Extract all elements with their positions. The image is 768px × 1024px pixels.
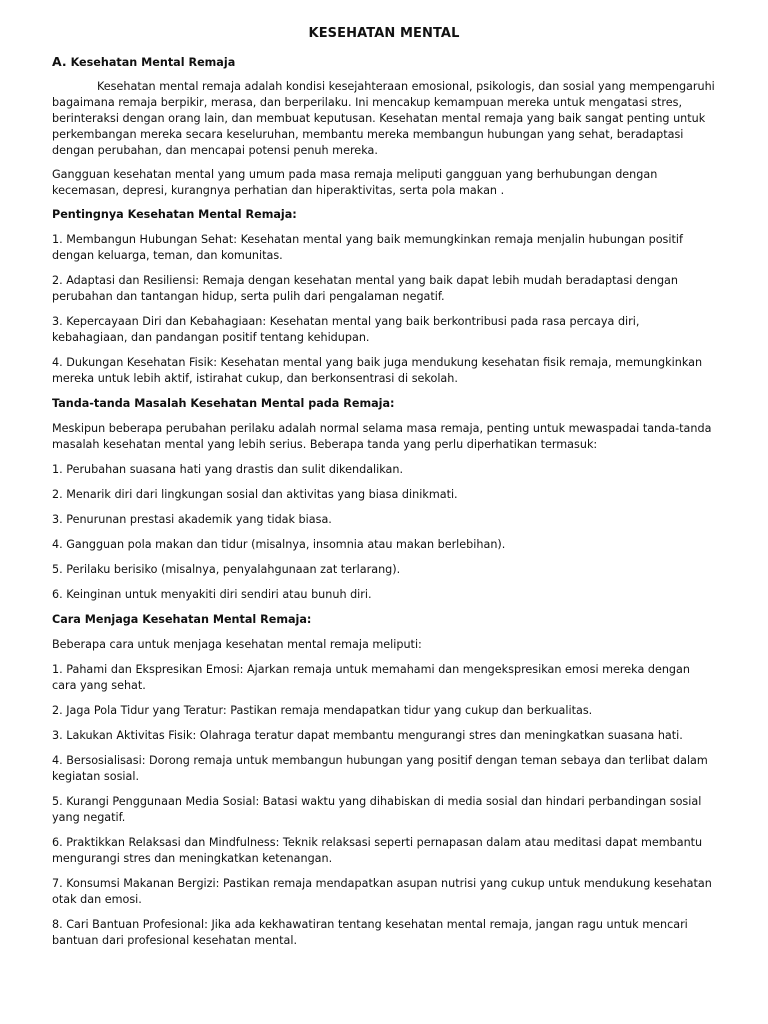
signs-item: 1. Perubahan suasana hati yang drastis dan sulit dikendalikan. — [52, 463, 404, 476]
signs-heading: Tanda-tanda Masalah Kesehatan Mental pada Remaja: — [52, 397, 395, 410]
care-item: 8. Cari Bantuan Profesional: Jika ada kekhawatiran tentang kesehatan mental remaja, jangan ragu untuk mencari bantuan dari profesional kesehatan mental. — [52, 918, 688, 947]
signs-item: 5. Perilaku berisiko (misalnya, penyalahgunaan zat terlarang). — [52, 563, 401, 576]
care-item: 3. Lakukan Aktivitas Fisik: Olahraga teratur dapat membantu mengurangi stres dan meningkatkan suasana hati. — [52, 729, 683, 742]
care-item: 4. Bersosialisasi: Dorong remaja untuk membangun hubungan yang positif dengan teman sebaya dan terlibat dalam kegiatan sosial. — [52, 754, 708, 783]
importance-heading: Pentingnya Kesehatan Mental Remaja: — [52, 208, 297, 221]
intro-paragraph: Kesehatan mental remaja adalah kondisi kesejahteraan emosional, psikologis, dan sosial yang mempengaruhi bagaimana remaja berpikir, merasa, dan berperilaku. Ini mencakup kemampuan mereka untuk mengatasi stres, berinteraksi dengan orang lain, dan membuat keputusan. Kesehatan mental remaja yang baik sangat penting untuk perkembangan mereka secara keseluruhan, membantu mereka membangun hubungan yang sehat, beradaptasi dengan perubahan, dan mencapai potensi penuh mereka. — [52, 80, 715, 157]
signs-intro: Meskipun beberapa perubahan perilaku adalah normal selama masa remaja, penting untuk mewaspadai tanda-tanda masalah kesehatan mental yang lebih serius. Beberapa tanda yang perlu diperhatikan termasuk: — [52, 422, 712, 451]
care-item: 1. Pahami dan Ekspresikan Emosi: Ajarkan remaja untuk memahami dan mengekspresikan emosi mereka dengan cara yang sehat. — [52, 663, 690, 692]
importance-item: 4. Dukungan Kesehatan Fisik: Kesehatan mental yang baik juga mendukung kesehatan fisik remaja, memungkinkan mereka untuk lebih aktif, istirahat cukup, dan berkonsentrasi di sekolah. — [52, 356, 703, 385]
importance-item: 1. Membangun Hubungan Sehat: Kesehatan mental yang baik memungkinkan remaja menjalin hubungan positif dengan keluarga, teman, dan komunitas. — [52, 233, 683, 262]
care-item: 5. Kurangi Penggunaan Media Sosial: Batasi waktu yang dihabiskan di media sosial dan hindari perbandingan sosial yang negatif. — [52, 795, 702, 824]
signs-item: 4. Gangguan pola makan dan tidur (misalnya, insomnia atau makan berlebihan). — [52, 538, 506, 551]
care-item: 2. Jaga Pola Tidur yang Teratur: Pastikan remaja mendapatkan tidur yang cukup dan berkualitas. — [52, 704, 593, 717]
section-title: Kesehatan Mental Remaja — [70, 56, 236, 69]
care-heading: Cara Menjaga Kesehatan Mental Remaja: — [52, 613, 312, 626]
document-title: KESEHATAN MENTAL — [308, 26, 460, 41]
section-heading — [52, 54, 716, 69]
importance-item: 2. Adaptasi dan Resiliensi: Remaja dengan kesehatan mental yang baik dapat lebih mudah beradaptasi dengan perubahan dan tantangan hidup, serta pulih dari pengalaman negatif. — [52, 274, 678, 303]
signs-item: 2. Menarik diri dari lingkungan sosial dan aktivitas yang biasa dinikmati. — [52, 488, 458, 501]
signs-item: 6. Keinginan untuk menyakiti diri sendiri atau bunuh diri. — [52, 588, 372, 601]
signs-item: 3. Penurunan prestasi akademik yang tidak biasa. — [52, 513, 332, 526]
care-intro: Beberapa cara untuk menjaga kesehatan mental remaja meliputi: — [52, 638, 422, 651]
importance-item: 3. Kepercayaan Diri dan Kebahagiaan: Kesehatan mental yang baik berkontribusi pada rasa percaya diri, kebahagiaan, dan pandangan positif tentang kehidupan. — [52, 315, 640, 344]
care-item: 7. Konsumsi Makanan Bergizi: Pastikan remaja mendapatkan asupan nutrisi yang cukup untuk mendukung kesehatan otak dan emosi. — [52, 877, 712, 906]
care-item: 6. Praktikkan Relaksasi dan Mindfulness: Teknik relaksasi seperti pernapasan dalam atau meditasi dapat membantu mengurangi stres dan meningkatkan ketenangan. — [52, 836, 703, 865]
disorders-paragraph: Gangguan kesehatan mental yang umum pada masa remaja meliputi gangguan yang berhubungan dengan kecemasan, depresi, kurangnya perhatian dan hiperaktivitas, serta pola makan . — [52, 168, 658, 197]
section-letter: A. — [52, 54, 67, 69]
